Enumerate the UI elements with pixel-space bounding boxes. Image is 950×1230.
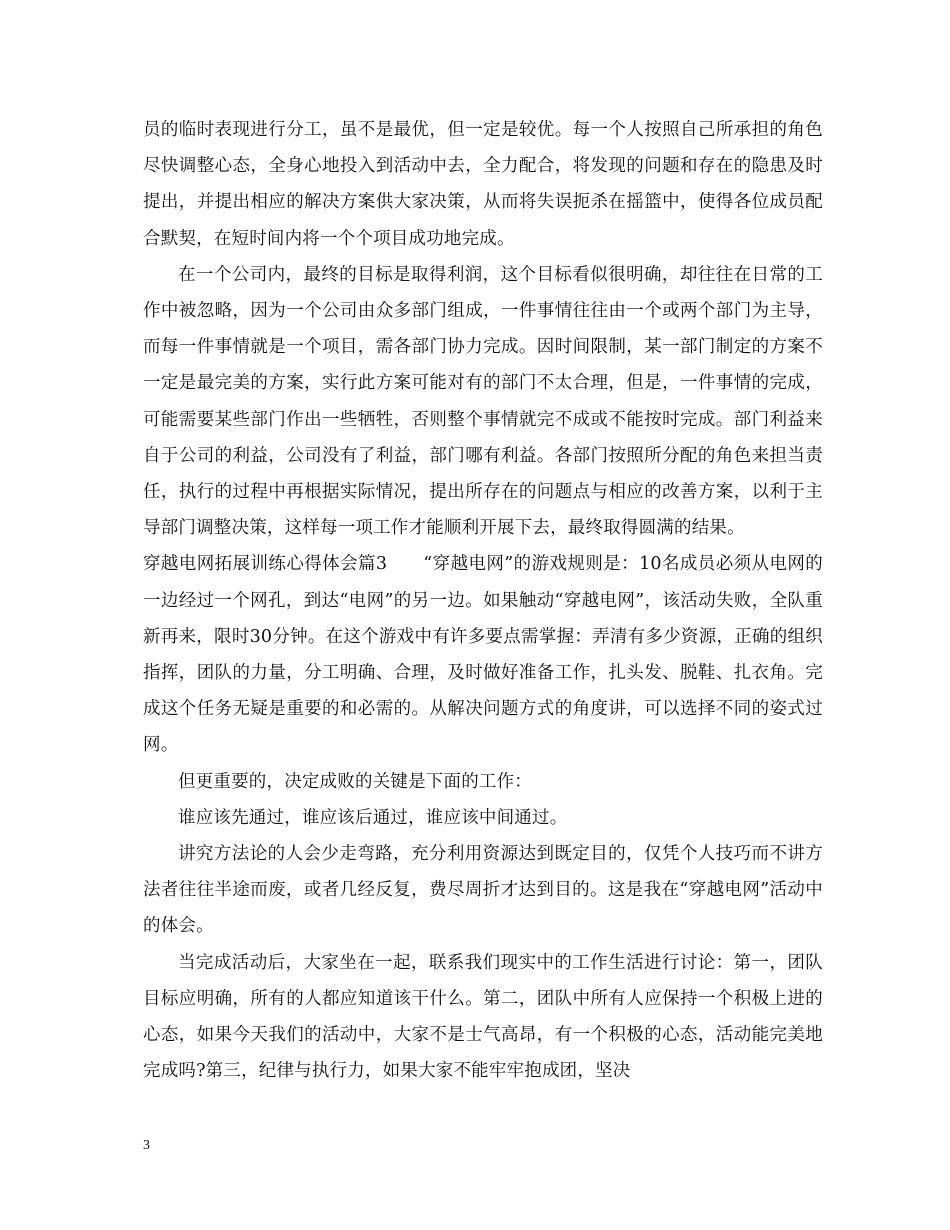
paragraph-2: 在一个公司内，最终的目标是取得利润，这个目标看似很明确，却往往在日常的工作中被忽略，因为一个公司由众多部门组成，一件事情往往由一个或两个部门为主导，而每一件事情就是一个项目，需各部门协力完成。因时间限制，某一部门制定的方案不一定是最完美的方案，实行此方案可能对有的部门不太合理，但是，一件事情的完成，可能需要某些部门作出一些牺牲，否则整个事情就完不成或不能按时完成。部门利益来自于公司的利益，公司没有了利益，部门哪有利益。各部门按照所分配的角色来担当责任，执行的过程中再根据实际情况，提出所存在的问题点与相应的改善方案，以利于主导部门调整决策，这样每一项工作才能顺利开展下去，最终取得圆满的结果。 xyxy=(143,264,823,539)
page-number: 3 xyxy=(143,1138,150,1153)
paragraph-1: 员的临时表现进行分工，虽不是最优，但一定是较优。每一个人按照自己所承担的角色尽快调整心态，全身心地投入到活动中去，全力配合，将发现的问题和存在的隐患及时提出，并提出相应的解决方案供大家决策，从而将失误扼杀在摇篮中，使得各位成员配合默契，在短时间内将一个个项目成功地完成。 xyxy=(143,120,823,249)
paragraph-7: 当完成活动后，大家坐在一起，联系我们现实中的工作生活进行讨论：第一，团队目标应明确，所有的人都应知道该干什么。第二，团队中所有人应保持一个积极上进的心态，如果今天我们的活动中，大家不是士气高昂，有一个积极的心态，活动能完美地完成吗?第三，纪律与执行力，如果大家不能牢牢抱成团，坚决 xyxy=(143,952,823,1082)
document-body xyxy=(143,112,823,1089)
paragraph-5: 谁应该先通过，谁应该后通过，谁应该中间通过。 xyxy=(178,807,568,828)
paragraph-4: 但更重要的，决定成败的关键是下面的工作： xyxy=(178,771,532,792)
paragraph-3: 穿越电网拓展训练心得体会篇3 “穿越电网”的游戏规则是：10名成员必须从电网的一边经过一个网孔，到达“电网”的另一边。如果触动“穿越电网”，该活动失败，全队重新再来，限时30分钟。在这个游戏中有许多要点需掌握：弄清有多少资源，正确的组织指挥，团队的力量，分工明确、合理，及时做好准备工作，扎头发、脱鞋、扎衣角。完成这个任务无疑是重要的和必需的。从解决问题方式的角度讲，可以选择不同的姿式过网。 xyxy=(143,554,823,756)
paragraph-6: 讲究方法论的人会少走弯路，充分利用资源达到既定目的，仅凭个人技巧而不讲方法者往往半途而废，或者几经反复，费尽周折才达到目的。这是我在“穿越电网”活动中的体会。 xyxy=(143,844,823,937)
